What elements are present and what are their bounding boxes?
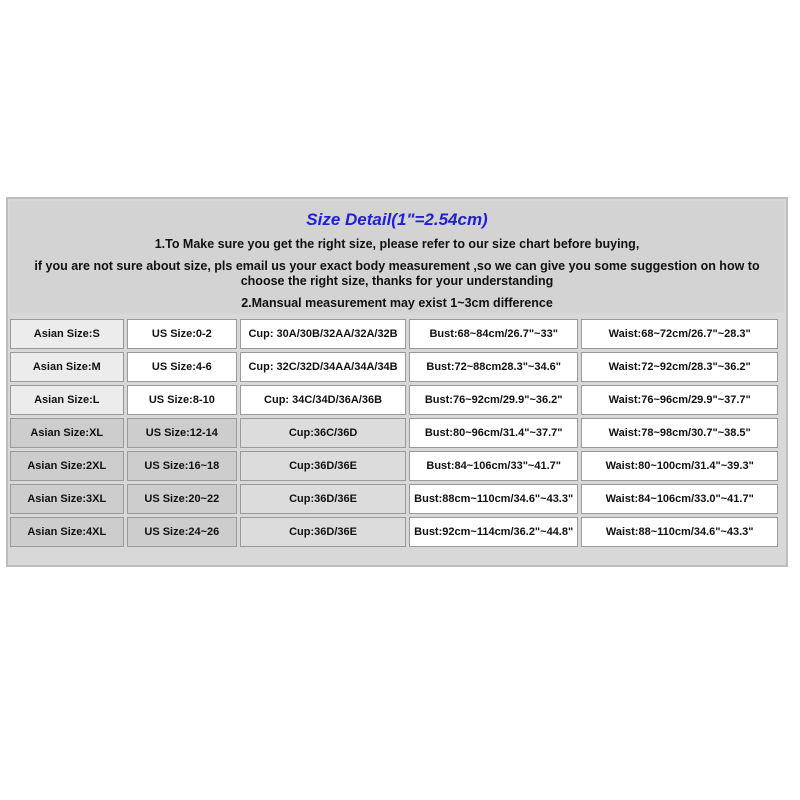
- us-size-cell: US Size:12-14: [127, 418, 238, 448]
- table-row: [10, 319, 778, 349]
- cup-size-cell: Cup:36D/36E: [240, 517, 406, 547]
- waist-measure-cell: Waist:80~100cm/31.4"~39.3": [581, 451, 778, 481]
- cup-size-cell: Cup:36D/36E: [240, 484, 406, 514]
- bust-measure-cell: Bust:80~96cm/31.4"~37.7": [409, 418, 578, 448]
- bust-measure-cell: Bust:68~84cm/26.7"~33": [409, 319, 578, 349]
- us-size-cell: US Size:16~18: [127, 451, 238, 481]
- waist-measure-cell: Waist:72~92cm/28.3"~36.2": [581, 352, 778, 382]
- waist-measure-cell: Waist:68~72cm/26.7"~28.3": [581, 319, 778, 349]
- cup-size-cell: Cup:36D/36E: [240, 451, 406, 481]
- waist-measure-cell: Waist:88~110cm/34.6"~43.3": [581, 517, 778, 547]
- asian-size-cell: Asian Size:3XL: [10, 484, 124, 514]
- bust-measure-cell: Bust:92cm~114cm/36.2"~44.8": [409, 517, 578, 547]
- us-size-cell: US Size:0-2: [127, 319, 238, 349]
- size-table: [7, 316, 781, 550]
- bust-measure-cell: Bust:72~88cm28.3"~34.6": [409, 352, 578, 382]
- table-row: [10, 484, 778, 514]
- asian-size-cell: Asian Size:M: [10, 352, 124, 382]
- waist-measure-cell: Waist:84~106cm/33.0"~41.7": [581, 484, 778, 514]
- table-row: [10, 451, 778, 481]
- size-note-2: 2.Mansual measurement may exist 1~3cm difference: [241, 296, 553, 310]
- size-chart-frame: [6, 197, 788, 567]
- asian-size-cell: Asian Size:S: [10, 319, 124, 349]
- cup-size-cell: Cup: 32C/32D/34AA/34A/34B: [240, 352, 406, 382]
- asian-size-cell: Asian Size:2XL: [10, 451, 124, 481]
- size-note-1: 1.To Make sure you get the right size, please refer to our size chart before buying,: [154, 237, 640, 251]
- asian-size-cell: Asian Size:4XL: [10, 517, 124, 547]
- waist-measure-cell: Waist:76~96cm/29.9"~37.7": [581, 385, 778, 415]
- us-size-cell: US Size:24~26: [127, 517, 238, 547]
- table-row: [10, 517, 778, 547]
- us-size-cell: US Size:20~22: [127, 484, 238, 514]
- table-row: [10, 418, 778, 448]
- cup-size-cell: Cup: 30A/30B/32AA/32A/32B: [240, 319, 406, 349]
- size-chart-header: [10, 201, 784, 313]
- waist-measure-cell: Waist:78~98cm/30.7"~38.5": [581, 418, 778, 448]
- size-chart-title: Size Detail(1"=2.54cm): [306, 210, 488, 229]
- bust-measure-cell: Bust:88cm~110cm/34.6"~43.3": [409, 484, 578, 514]
- cup-size-cell: Cup:36C/36D: [240, 418, 406, 448]
- size-note-email: if you are not sure about size, pls email us your exact body measurement ,so we can give you some suggestion on how to choose the right size, thanks for your understanding: [34, 259, 760, 288]
- asian-size-cell: Asian Size:L: [10, 385, 124, 415]
- bust-measure-cell: Bust:84~106cm/33"~41.7": [409, 451, 578, 481]
- bust-measure-cell: Bust:76~92cm/29.9"~36.2": [409, 385, 578, 415]
- table-row: [10, 385, 778, 415]
- us-size-cell: US Size:4-6: [127, 352, 238, 382]
- asian-size-cell: Asian Size:XL: [10, 418, 124, 448]
- us-size-cell: US Size:8-10: [127, 385, 238, 415]
- cup-size-cell: Cup: 34C/34D/36A/36B: [240, 385, 406, 415]
- table-row: [10, 352, 778, 382]
